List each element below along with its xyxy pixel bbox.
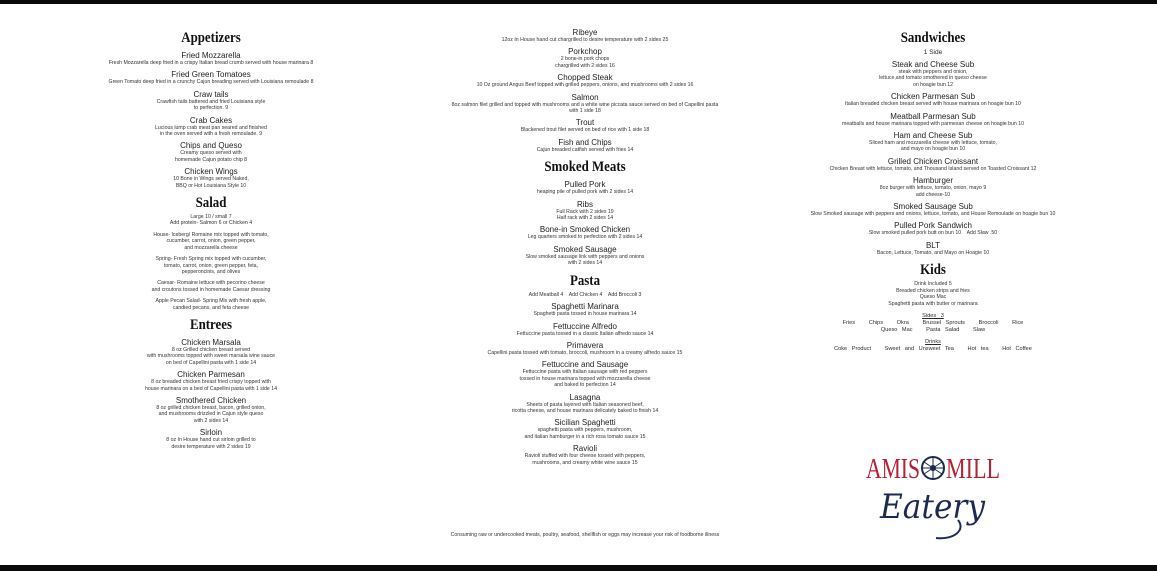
menu-item	[440, 93, 730, 115]
item-name: Chopped Steak	[557, 73, 613, 83]
menu-item	[70, 370, 352, 392]
item-desc: Capellini pasta tossed with tomato, broccoli, mushroom in a creamy alfredo sauce 15	[487, 349, 683, 356]
item-desc: Cajun breaded catfish served with fries 14	[536, 146, 634, 153]
menu-item	[440, 360, 730, 388]
item-desc: 12oz In House hand cut chargrilled to desire temperature with 2 sides 25	[501, 37, 669, 43]
menu-item	[440, 341, 730, 356]
item-name: Fish and Chips	[558, 137, 612, 147]
item-desc: 8 oz Grilled chicken breast served with mushrooms topped with sweet marsala wine sauce on bed of Capellini pasta with 1 side 14	[146, 346, 276, 366]
item-desc: Chicken Breast with lettuce, tomato, and Thousand Island served on Toasted Croissant 12	[829, 165, 1037, 172]
item-name: Pulled Pork Sandwich	[894, 221, 972, 231]
menu-item	[780, 202, 1086, 217]
item-name: Fettuccine Alfredo	[552, 321, 618, 331]
item-desc: Lucious lump crab meat pan seared and finished in the oven served with a fresh remoulade. 9	[155, 124, 267, 138]
left-column	[70, 26, 352, 450]
item-name: Lasagna	[569, 392, 601, 402]
menu-item	[440, 28, 730, 43]
sandwiches-heading: Sandwiches	[900, 30, 966, 46]
item-name: Spaghetti Marinara	[551, 302, 619, 312]
item-name: Meatball Parmesan Sub	[890, 111, 976, 121]
appetizers-heading: Appetizers	[181, 30, 241, 46]
logo-word-amis: AMIS	[866, 454, 920, 485]
item-desc: Fresh Mozzarella deep fried in a crispy Italian bread crumb served with house marinara 8	[108, 60, 314, 66]
kids-info: Drink Included 5 Breaded chicken strips and fries Queso Mac Spaghetti pasta with butter or marinara	[888, 281, 978, 307]
item-desc: 8oz burger with lettuce, tomato, onion, mayo 9 add cheese-10	[879, 185, 987, 198]
menu-item	[440, 73, 730, 88]
item-name: Chips and Queso	[180, 141, 242, 151]
item-name: Chicken Parmesan	[177, 370, 245, 380]
item-desc: 10 Oz ground Angus Beef topped with grilled peppers, onions, and mushrooms with 2 sides 16	[476, 82, 694, 89]
item-name: Sirloin	[199, 428, 223, 438]
item-desc: meatballs and house marinara topped with parmesan cheese on hoagie bun 10	[842, 120, 1024, 127]
menu-page	[0, 4, 1157, 565]
salad-info: Large 10 / small 7 Add protein- Salmon 6 or Chicken 4	[169, 214, 253, 227]
menu-item	[70, 116, 352, 138]
item-desc: Slow Smoked sausage with peppers and onions, lettuce, tomato, and House Remoulade on hoagie bun 10	[810, 211, 1056, 218]
pasta-addons: Add Meatball 4 Add Chicken 4 Add Broccoli 3	[528, 291, 642, 298]
item-name: Salmon	[571, 92, 599, 102]
menu-item	[440, 180, 730, 195]
salad-item: House- Iceberg/ Romaine mix topped with tomato, cucumber, carrot, onion, green pepper, and mozzarella cheese	[153, 231, 269, 251]
item-desc: Spaghetti pasta tossed in house marinara 14	[533, 311, 637, 318]
item-desc: spaghetti pasta with peppers, mushroom, and italian hamburger in a rich rosa tomato sauce 15	[524, 427, 646, 440]
item-desc: Sliced ham and mozzarella cheese with lettuce, tomato, and mayo on hoagie bun 10	[868, 140, 998, 153]
menu-item	[780, 92, 1086, 107]
item-name: Craw tails	[193, 89, 229, 99]
item-name: Grilled Chicken Croissant	[887, 156, 979, 166]
item-name: Primavera	[566, 340, 604, 350]
item-desc: 8oz salmon filet grilled and topped with mushrooms and a white wine piccata sauce served on bed of Capellini pasta with 1 side 18	[451, 101, 719, 115]
item-desc: Fettuccine pasta with Italian sausage with red peppers tossed in house marinara topped with mozzarella cheese and baked to perfection 14	[519, 369, 651, 389]
item-name: Hamburger	[912, 176, 953, 186]
sides-row: Queso Mac Pasta Salad Slaw	[880, 326, 986, 333]
salad-heading: Salad	[195, 195, 227, 212]
menu-item	[440, 118, 730, 133]
item-desc: 2 bone-in pork chops chargrilled with 2 sides 16	[555, 56, 615, 69]
item-name: Smothered Chicken	[175, 395, 247, 405]
menu-item	[440, 200, 730, 222]
item-desc: Creamy queso served with homemade Cajun potato chip 8	[174, 150, 248, 163]
millstone-icon	[922, 457, 944, 479]
sides-row: Fries Chips Okra Brussel Sprouts Broccoli Rice	[842, 319, 1024, 326]
item-name: Trout	[575, 118, 595, 128]
item-name: Ribs	[576, 199, 593, 209]
menu-item	[70, 70, 352, 85]
menu-item	[440, 444, 730, 466]
pasta-heading: Pasta	[569, 272, 601, 289]
menu-item	[780, 60, 1086, 88]
menu-item	[440, 138, 730, 153]
salad-item: Apple Pecan Salad- Spring Mix with fresh apple, candied pecans, and feta cheese	[155, 298, 267, 311]
menu-item	[440, 245, 730, 267]
item-name: Fried Green Tomatoes	[171, 70, 251, 80]
menu-item	[70, 51, 352, 66]
logo-word-mill: MILL	[946, 454, 1000, 485]
item-desc: Slow smoked sausage link with peppers and onions with 2 sides 14	[525, 253, 645, 267]
drinks-row: Coke Product Sweet and Unsweet Tea Hot tea Hot Coffee	[834, 345, 1032, 352]
menu-item	[440, 302, 730, 317]
sandwiches-subtitle: 1 Side	[923, 49, 943, 56]
menu-item	[440, 322, 730, 337]
restaurant-logo	[858, 448, 1008, 543]
logo-word-eatery: Eatery	[879, 487, 986, 527]
menu-item	[70, 141, 352, 163]
item-desc: Blackened trout filet served on bed of rice with 1 side 18	[520, 127, 650, 134]
sides-heading: Sides 3	[922, 312, 944, 319]
disclaimer: Consuming raw or undercooked meats, poultry, seafood, shellfish or eggs may increase your risk of foodborne illness	[450, 532, 720, 538]
item-name: Ribeye	[572, 28, 598, 37]
menu-item	[780, 221, 1086, 236]
item-desc: heaping pile of pulled pork with 2 sides 14	[536, 189, 634, 196]
item-desc: Crawfish tails battered and fried Louisiana style to perfection. 9	[156, 98, 266, 112]
item-desc: Fettuccine pasta tossed in a classic Italian alfredo sauce 14	[516, 330, 654, 337]
menu-item	[440, 225, 730, 240]
kids-heading: Kids	[920, 262, 946, 279]
item-name: Steak and Cheese Sub	[891, 60, 975, 69]
menu-item	[780, 131, 1086, 153]
menu-item	[440, 47, 730, 69]
item-name: Fettuccine and Sausage	[541, 360, 629, 370]
item-desc: Leg quarters smoked to perfection with 2 sides 14	[527, 234, 643, 241]
item-desc: Italian breaded chicken breast served with house marinara on hoagie bun 10	[845, 101, 1021, 108]
item-desc: 10 Bone in Wings served Naked, BBQ or Hot Louisiana Style 10	[173, 176, 249, 189]
menu-item	[70, 428, 352, 450]
item-desc: steak with peppers and onion, lettuce,and tomato smothered in queso cheese on hoagie bun 12	[879, 69, 987, 88]
menu-item	[780, 176, 1086, 198]
item-desc: Sheets of pasta layered with Italian seasoned beef, ricotta cheese, and house marinara delicately baked to finish 14	[511, 401, 659, 414]
drinks-heading: Drinks	[925, 338, 941, 345]
item-name: Fried Mozzarella	[181, 51, 241, 60]
smoked-meats-heading: Smoked Meats	[544, 159, 626, 176]
item-desc: Bacon, Lettuce, Tomato, and Mayo on Hoagie 10	[876, 249, 990, 256]
item-desc: Slow smoked pulled pork butt on bun 10 Add Slaw .50	[868, 230, 998, 237]
item-desc: 8 oz grilled chicken breast, bacon, grilled onion, and mushrooms drizzled in Cajun style queso with 2 sides 14	[156, 404, 266, 424]
menu-item	[70, 338, 352, 366]
item-desc: Full Rack with 2 sides 19 Half rack with 2 sides 14	[556, 208, 614, 222]
middle-column	[440, 28, 730, 466]
item-name: Sicilian Spaghetti	[554, 418, 616, 428]
item-desc: Ravioli stuffed with four cheese tossed with peppers, mushrooms, and creamy white wine sauce 15	[524, 453, 646, 466]
item-name: Pulled Pork	[564, 180, 606, 190]
salad-item: Caesar- Romaine lettuce with pecorino cheese and croutons tossed in homemade Caesar dressing	[151, 280, 271, 293]
salad-item: Spring- Fresh Spring mix topped with cucumber, tomato, carrot, onion, green pepper, feta, pepperoncinis, and olives	[155, 256, 267, 275]
menu-item	[440, 393, 730, 415]
entrees-heading: Entrees	[189, 316, 233, 333]
item-name: Smoked Sausage	[553, 244, 617, 254]
menu-item	[70, 90, 352, 112]
item-name: Bone-in Smoked Chicken	[539, 225, 631, 235]
menu-item	[780, 157, 1086, 172]
menu-item	[780, 241, 1086, 256]
item-name: Crab Cakes	[189, 115, 233, 125]
item-name: Chicken Marsala	[181, 337, 241, 347]
menu-item	[70, 167, 352, 189]
menu-item	[780, 112, 1086, 127]
item-name: BLT	[925, 240, 941, 250]
item-name: Chicken Parmesan Sub	[890, 92, 976, 102]
item-name: Ham and Cheese Sub	[893, 131, 973, 141]
item-name: Chicken Wings	[184, 167, 238, 177]
right-column	[780, 26, 1086, 353]
menu-item	[70, 396, 352, 424]
item-name: Porkchop	[568, 47, 602, 57]
item-desc: 8 oz In House hand cut sirloin grilled to desire temperature with 2 sides 19	[166, 437, 256, 450]
item-desc: 8 oz breaded chicken breast fried crispy topped with house marinara on a bed of Capellini pasta with 1 side 14	[144, 379, 278, 392]
item-name: Ravioli	[572, 444, 597, 454]
menu-item	[440, 418, 730, 440]
item-desc: Green Tomato deep fried in a crunchy Cajun breading served with Louisiana remoulade 8	[108, 79, 314, 86]
item-name: Smoked Sausage Sub	[893, 202, 973, 212]
